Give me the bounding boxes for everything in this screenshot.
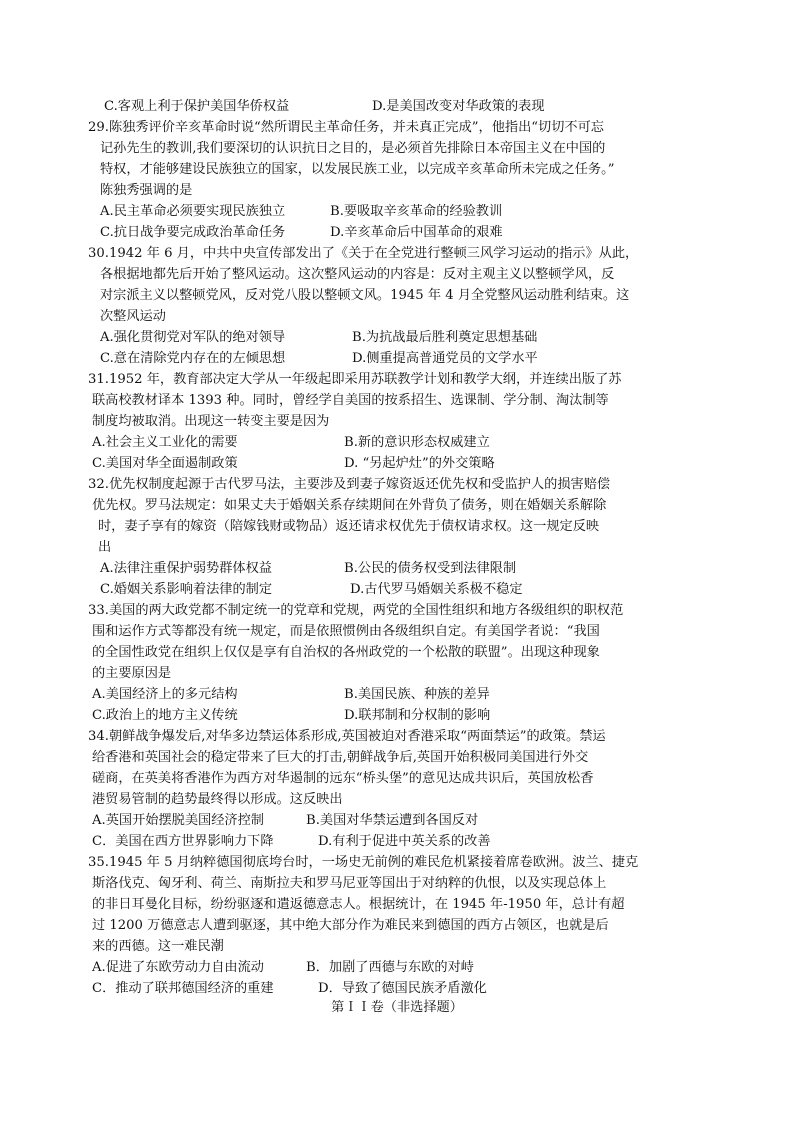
q29-line-1: 29.陈独秀评价辛亥革命时说“然所谓民主革命任务，并未真正完成”，他指出“切切不可忘: [88, 120, 604, 135]
q29-line-3: 特权，才能够建设民族独立的国家，以发展民族工业，以完成辛亥革命所未完成之任务。”: [100, 162, 615, 177]
q35-line-2: 斯洛伐克、匈牙利、荷兰、南斯拉夫和罗马尼亚等国出于对纳粹的仇恨，以及实现总体上: [92, 876, 607, 891]
q30-option-b: B.为抗战最后胜利奠定思想基础: [352, 330, 538, 345]
q31-option-c: C.美国对华全面遏制政策: [92, 456, 238, 471]
q35-option-c: C．推动了联邦德国经济的重建: [92, 981, 274, 996]
q31-line-2: 联高校教材译本 1393 种。同时，曾经学自美国的按系招生、选课制、学分制、淘汰制等: [92, 393, 609, 408]
section-title: 第ＩＩ卷（非选择题）: [331, 1000, 463, 1015]
q31-option-d: D. “另起炉灶”的外交策略: [344, 456, 495, 471]
q35-line-1: 35.1945 年 5 月纳粹德国彻底垮台时，一场史无前例的难民危机紧接着席卷欧洲。波兰、捷克: [88, 855, 639, 870]
q33-option-d: D.联邦制和分权制的影响: [344, 708, 491, 723]
q30-line-2: 各根据地都先后开始了整风运动。这次整风运动的内容是：反对主观主义以整顿学风，反: [100, 267, 615, 282]
q29-option-b: B.要吸取辛亥革命的经验教训: [330, 204, 503, 219]
q32-option-c: C.婚姻关系影响着法律的制定: [100, 582, 273, 597]
q34-option-a: A.英国开始摆脱美国经济控制: [92, 813, 264, 828]
q30-option-d: D.侧重提高普通党员的文学水平: [352, 351, 538, 366]
q34-option-d: D.有利于促进中英关系的改善: [318, 834, 491, 849]
q32-option-b: B.公民的债务权受到法律限制: [344, 561, 517, 576]
q33-option-b: B.美国民族、种族的差异: [344, 687, 490, 702]
q29-line-2: 记孙先生的教训,我们要深切的认识抗日之目的，是必须首先排除日本帝国主义在中国的: [100, 141, 606, 156]
q33-option-c: C.政治上的地方主义传统: [92, 708, 238, 723]
q35-option-d: D．导致了德国民族矛盾激化: [318, 981, 487, 996]
q35-line-3: 的非日耳曼化目标，纷纷驱逐和遣返德意志人。根据统计，在 1945 年-1950 年，总计有超: [92, 897, 625, 912]
q30-line-3: 对宗派主义以整顿党风，反对党八股以整顿文风。1945 年 4 月全党整风运动胜利结束。这: [100, 288, 630, 303]
q33-line-2: 围和运作方式等都没有统一规定，而是依照惯例由各级组织自定。有美国学者说：“我国: [92, 624, 600, 639]
q34-line-3: 磋商，在英美将香港作为西方对华遏制的远东“桥头堡”的意见达成共识后，英国放松香: [92, 771, 594, 786]
q33-option-a: A.美国经济上的多元结构: [92, 687, 238, 702]
q29-option-a: A.民主革命必须要实现民族独立: [100, 204, 286, 219]
q34-line-2: 给香港和英国社会的稳定带来了巨大的打击,朝鲜战争后,英国开始积极同美国进行外交: [92, 750, 589, 765]
q34-line-1: 34.朝鲜战争爆发后,对华多边禁运体系形成,英国被迫对香港采取“两面禁运”的政策。禁运: [88, 729, 606, 744]
q30-option-a: A.强化贯彻党对军队的绝对领导: [100, 330, 286, 345]
q31-option-b: B.新的意识形态权威建立: [344, 435, 490, 450]
q29-line-4: 陈独秀强调的是: [100, 183, 193, 198]
q30-line-4: 次整风运动: [100, 309, 166, 324]
q29-option-c: C.抗日战争要完成政治革命任务: [100, 225, 286, 240]
q34-option-b: B.美国对华禁运遭到各国反对: [306, 813, 479, 828]
q33-line-4: 的主要原因是: [92, 666, 172, 681]
q31-line-3: 制度均被取消。出现这一转变主要是因为: [92, 414, 330, 429]
q35-option-b: B．加剧了西德与东欧的对峙: [306, 960, 474, 975]
q32-line-3: 时，妻子享有的嫁资（陪嫁钱财或物品）返还请求权优先于债权请求权。这一规定反映: [98, 519, 600, 534]
q32-option-a: A.法律注重保护弱势群体权益: [100, 561, 272, 576]
q35-line-5: 来的西德。这一难民潮: [92, 939, 224, 954]
q33-line-1: 33.美国的两大政党都不制定统一的党章和党规，两党的全国性组织和地方各级组织的职权范: [88, 603, 624, 618]
q32-line-2: 优先权。罗马法规定：如果丈夫于婚姻关系存续期间在外背负了债务，则在婚姻关系解除: [92, 498, 607, 513]
q34-option-c: C．美国在西方世界影响力下降: [92, 834, 274, 849]
q32-option-d: D.古代罗马婚姻关系极不稳定: [350, 582, 523, 597]
q30-line-1: 30.1942 年 6 月，中共中央宣传部发出了《关于在全党进行整顿三风学习运动的指示》从此，: [88, 246, 639, 261]
q32-line-1: 32.优先权制度起源于古代罗马法，主要涉及到妻子嫁资返还优先权和受监护人的损害赔偿: [88, 477, 611, 492]
q28-option-c: C.客观上利于保护美国华侨权益: [104, 99, 290, 114]
q35-option-a: A.促进了东欧劳动力自由流动: [92, 960, 264, 975]
q32-line-4: 出: [98, 540, 112, 555]
q28-option-d: D.是美国改变对华政策的表现: [372, 99, 545, 114]
q31-option-a: A.社会主义工业化的需要: [92, 435, 238, 450]
q35-line-4: 过 1200 万德意志人遭到驱逐，其中绝大部分作为难民来到德国的西方占领区，也就是后: [92, 918, 609, 933]
q31-line-1: 31.1952 年，教育部决定大学从一年级起即采用苏联教学计划和教学大纲，并连续出版了苏: [88, 372, 622, 387]
q30-option-c: C.意在清除党内存在的左倾思想: [100, 351, 286, 366]
q29-option-d: D.辛亥革命后中国革命的艰难: [330, 225, 503, 240]
q34-line-4: 港贸易管制的趋势最终得以形成。这反映出: [92, 792, 343, 807]
q33-line-3: 的全国性政党在组织上仅仅是享有自治权的各州政党的一个松散的联盟”。出现这种现象: [92, 645, 600, 660]
